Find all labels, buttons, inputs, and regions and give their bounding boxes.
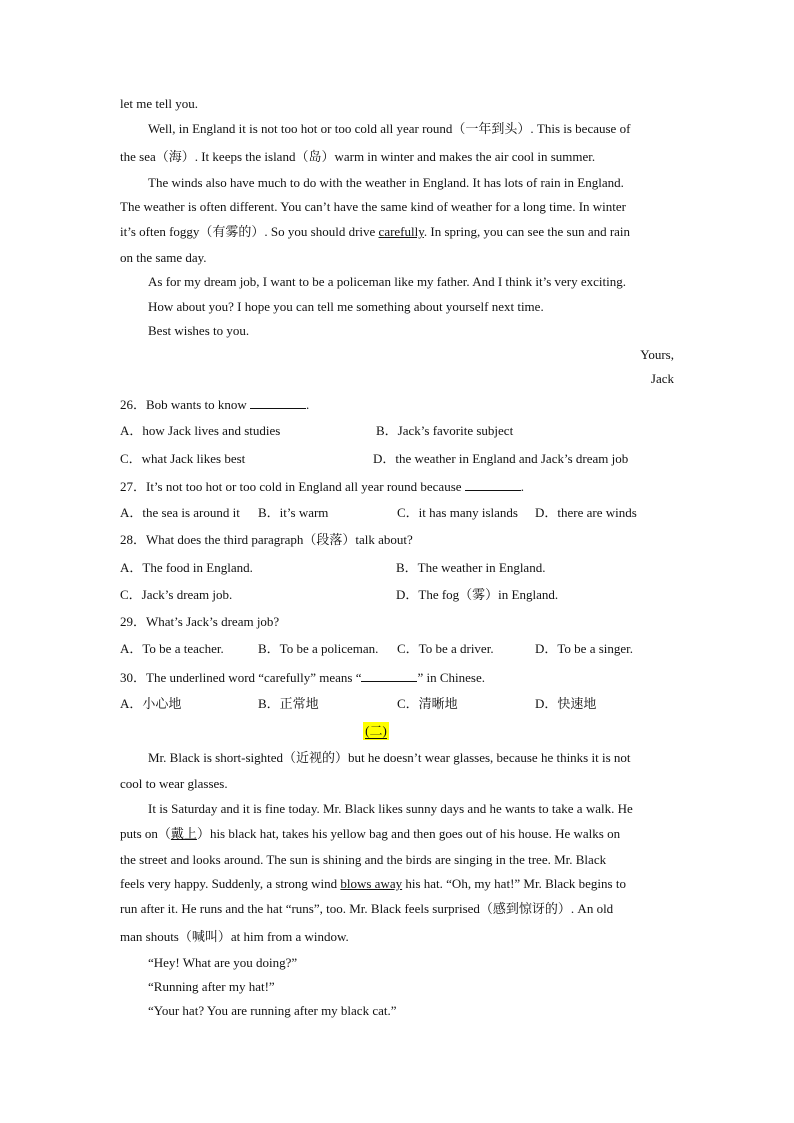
passage-line: Best wishes to you. [148,323,250,338]
question-end: . [520,479,525,494]
section-heading [363,722,389,740]
option-26-a: A．how Jack lives and studies [120,423,281,438]
question-end: . [306,397,310,412]
section-mark-text: (二) [365,723,387,738]
dialogue-line: “Your hat? You are running after my black cat.” [148,1003,397,1018]
text-run: . In spring, you can see the sun and rain [423,224,631,239]
passage-line: man shouts（喊叫）at him from a window. [120,929,349,944]
question-27 [120,478,524,495]
option-26-c: C．what Jack likes best [120,451,246,466]
text-run: ）his black hat, takes his yellow bag and then goes out of his house. He walks on [196,826,621,841]
option-28-b: B．The weather in England. [396,560,546,575]
option-29-c: C．To be a driver. [397,641,494,656]
letter-signature: Jack [650,371,674,386]
passage-line: cool to wear glasses. [120,776,228,791]
option-30-d: D．快速地 [535,696,597,711]
underlined-phrase: blows away [340,876,403,891]
option-26-b: B．Jack’s favorite subject [376,423,514,438]
passage-line: The weather is often different. You can’t have the same kind of weather for a long time. In winter [120,199,626,214]
question-text: 27．It’s not too hot or too cold in England all year round because [120,479,462,494]
underlined-word: carefully [378,224,424,239]
question-28: 28．What does the third paragraph（段落）talk about? [120,532,413,547]
text-run: puts on（ [120,826,171,841]
dialogue-line: “Running after my hat!” [148,979,275,994]
option-30-c: C．清晰地 [397,696,458,711]
option-27-c: C．it has many islands [397,505,518,520]
passage-line: on the same day. [120,250,207,265]
option-30-a: A．小心地 [120,696,182,711]
answer-blank [465,478,521,491]
passage-line [120,826,620,842]
passage-line [120,224,630,240]
option-27-a: A．the sea is around it [120,505,240,520]
option-26-d: D．the weather in England and Jack’s dream job [373,451,629,466]
answer-blank [361,669,417,682]
passage-line: Well, in England it is not too hot or too cold all year round（一年到头）. This is because of [148,121,631,136]
text-run: feels very happy. Suddenly, a strong wind [120,876,341,891]
passage-line: let me tell you. [120,96,198,111]
text-run: his hat. “Oh, my hat!” Mr. Black begins to [402,876,626,891]
question-text: 30．The underlined word “carefully” means “ [120,670,362,685]
letter-closing: Yours, [640,347,674,362]
passage-line: How about you? I hope you can tell me something about yourself next time. [148,299,544,314]
dialogue-line: “Hey! What are you doing?” [148,955,298,970]
passage-line: Mr. Black is short-sighted（近视的）but he doesn’t wear glasses, because he thinks it is not [148,750,631,765]
option-27-b: B．it’s warm [258,505,329,520]
option-29-b: B．To be a policeman. [258,641,379,656]
passage-line: It is Saturday and it is fine today. Mr. Black likes sunny days and he wants to take a walk. He [148,801,633,816]
question-29: 29．What’s Jack’s dream job? [120,614,280,629]
underlined-word: 戴上 [170,826,197,841]
passage-line: the sea（海）. It keeps the island（岛）warm in winter and makes the air cool in summer. [120,149,596,164]
text-run: it’s often foggy（有雾的）. So you should drive [120,224,379,239]
answer-blank [250,396,306,409]
option-27-d: D．there are winds [535,505,637,520]
passage-line: run after it. He runs and the hat “runs”, too. Mr. Black feels surprised（感到惊讶的）. An old [120,901,614,916]
option-28-d: D．The fog（雾）in England. [396,587,559,602]
option-29-a: A．To be a teacher. [120,641,224,656]
question-30 [120,669,485,686]
option-30-b: B．正常地 [258,696,319,711]
passage-line: the street and looks around. The sun is shining and the birds are singing in the tree. Mr. Black [120,852,607,867]
question-text: 26．Bob wants to know [120,397,247,412]
question-26 [120,396,309,413]
option-28-c: C．Jack’s dream job. [120,587,233,602]
question-end: ” in Chinese. [417,670,485,685]
passage-line: The winds also have much to do with the weather in England. It has lots of rain in England. [148,175,624,190]
passage-line [120,876,626,892]
passage-line: As for my dream job, I want to be a policeman like my father. And I think it’s very exciting. [148,274,626,289]
option-29-d: D．To be a singer. [535,641,634,656]
option-28-a: A．The food in England. [120,560,253,575]
